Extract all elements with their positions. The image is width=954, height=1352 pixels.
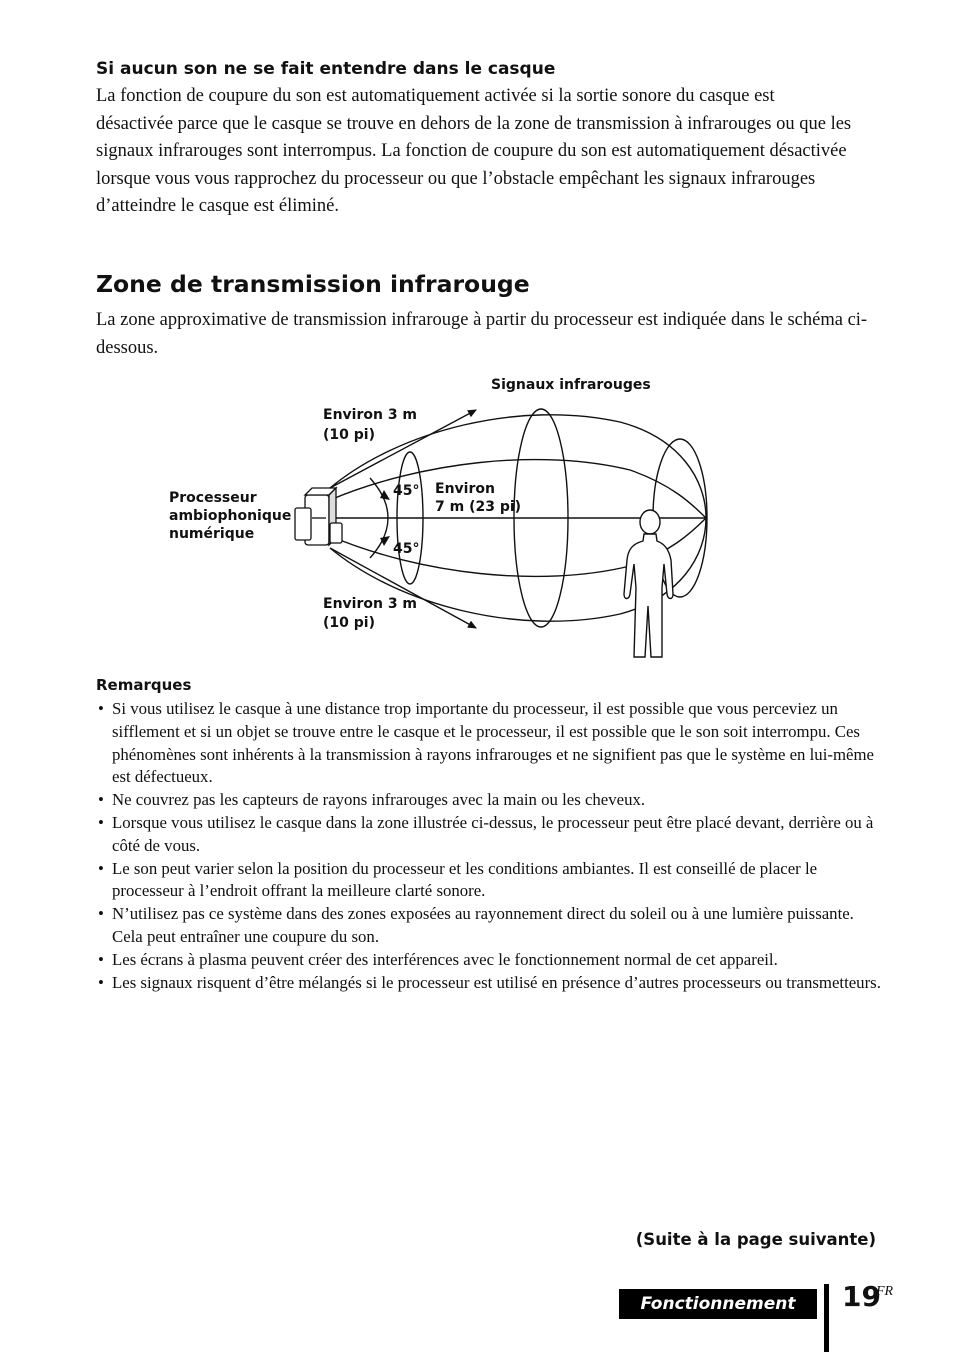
note-item: • Le son peut varier selon la position du processeur et les conditions ambiantes. Il est conseillé de placer le processeur à l’endroit offrant la meilleure clarté sonore. — [96, 858, 886, 904]
notes-heading: Remarques — [96, 676, 192, 694]
section-heading-ir-zone: Zone de transmission infrarouge — [96, 270, 530, 298]
processor-label-line2: ambiophonique — [169, 508, 292, 524]
ir-transmission-diagram — [0, 360, 954, 665]
top-distance-label-line2: (10 pi) — [323, 427, 375, 443]
center-distance-label-line2: 7 m (23 pi) — [435, 499, 522, 515]
processor-device-icon — [295, 488, 342, 545]
notes-list — [96, 698, 886, 994]
person-figure-icon — [624, 510, 673, 657]
angle-bottom-label: 45° — [393, 541, 420, 557]
continued-on-next-page: (Suite à la page suivante) — [635, 1230, 876, 1249]
note-item: • Les signaux risquent d’être mélangés si le processeur est utilisé en présence d’autres processeurs ou transmetteurs. — [96, 972, 886, 995]
angle-top-label: 45° — [393, 483, 420, 499]
processor-label-line3: numérique — [169, 526, 255, 542]
note-item: • N’utilisez pas ce système dans des zones exposées au rayonnement direct du soleil ou à une lumière puissante. Cela peut entraîner une coupure du son. — [96, 903, 886, 949]
page-divider-rule — [824, 1284, 829, 1352]
signals-label: Signaux infrarouges — [491, 377, 651, 393]
note-item: • Lorsque vous utilisez le casque dans la zone illustrée ci-dessus, le processeur peut être placé devant, derrière ou à côté de vous. — [96, 812, 886, 858]
processor-label-line1: Processeur — [169, 490, 257, 506]
bottom-distance-label-line1: Environ 3 m — [323, 596, 418, 612]
section-heading-no-sound: Si aucun son ne se fait entendre dans le casque — [96, 59, 556, 79]
note-item: • Ne couvrez pas les capteurs de rayons infrarouges avec la main ou les cheveux. — [96, 789, 886, 812]
bottom-distance-label-line2: (10 pi) — [323, 615, 375, 631]
section-body-ir-zone: La zone approximative de transmission infrarouge à partir du processeur est indiquée dans le schéma ci-dessous. — [96, 310, 868, 358]
section-body-no-sound: La fonction de coupure du son est automatiquement activée si la sortie sonore du casque est désactivée parce que le casque se trouve en dehors de la zone de transmission à infrarouges ou que les signaux infrarouges sont interrompus. La fonction de coupure du son est automatiquement désactivée lorsque vous vous rapprochez du processeur ou que l’obstacle empêchant les signaux infrarouges d’atteindre le casque est éliminé. — [96, 86, 852, 216]
note-item: • Les écrans à plasma peuvent créer des interférences avec le fonctionnement normal de cet appareil. — [96, 949, 886, 972]
top-distance-label-line1: Environ 3 m — [323, 407, 418, 423]
center-distance-label-line1: Environ — [435, 481, 495, 497]
page-language-suffix: FR — [876, 1284, 894, 1299]
page-number: 19 — [842, 1280, 881, 1313]
section-tab: Fonctionnement — [619, 1289, 817, 1319]
note-item: • Si vous utilisez le casque à une distance trop importante du processeur, il est possible que vous perceviez un sifflement et si un objet se trouve entre le casque et le processeur, il est possible que le son soit interrompu. Ces phénomènes sont inhérents à la transmission à rayons infrarouges et ne signifient pas que le système en lui-même est défectueux. — [96, 698, 886, 789]
